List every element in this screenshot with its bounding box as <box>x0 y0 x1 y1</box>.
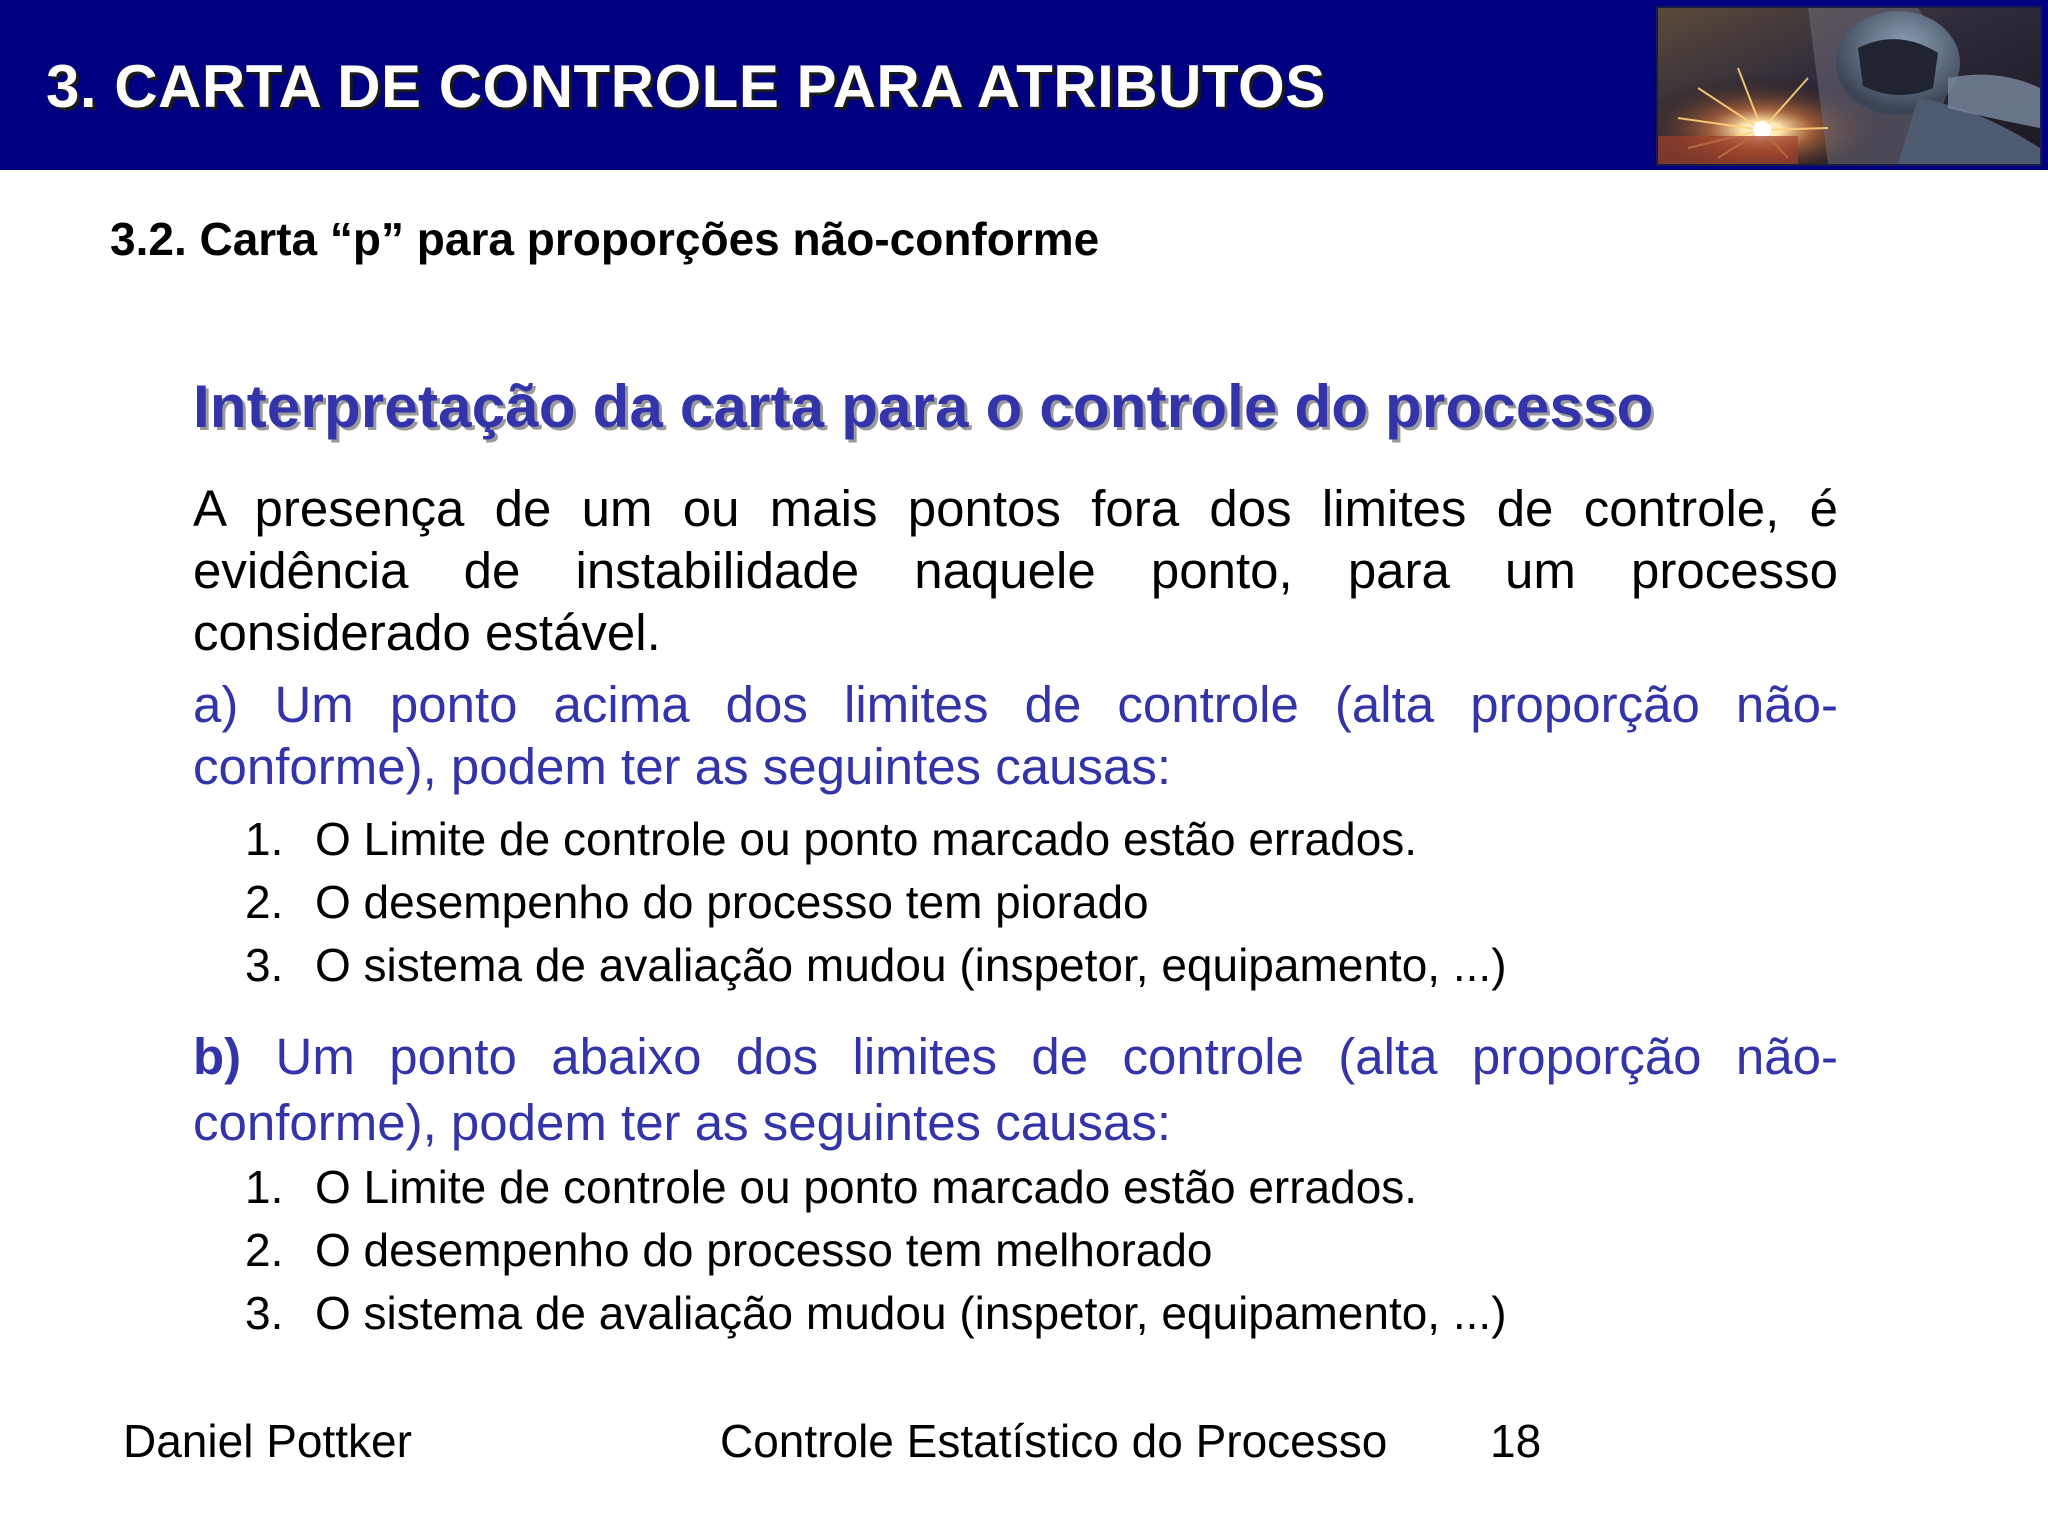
welding-photo-icon <box>1658 8 2040 164</box>
slide-subtitle: 3.2. Carta “p” para proporções não-conforme <box>110 213 1100 265</box>
list-item-text: O sistema de avaliação mudou (inspetor, equipamento, ...) <box>315 1287 1507 1339</box>
section-heading: Interpretação da carta para o controle do processo <box>193 373 1654 440</box>
welding-photo <box>1656 6 2042 166</box>
list-item <box>245 808 1507 871</box>
cause-a-heading <box>193 674 1838 798</box>
slide-header <box>0 0 2048 170</box>
intro-paragraph: A presença de um ou mais pontos fora dos limites de controle, é evidência de instabilidade naquele ponto, para um processo considerado estável. <box>193 480 1838 661</box>
cause-a-list <box>245 808 1507 997</box>
list-item-number: 3. <box>245 1287 284 1339</box>
cause-a-marker: a) <box>193 676 239 733</box>
list-item <box>245 871 1507 934</box>
cause-b-marker: b) <box>193 1028 242 1085</box>
list-item-number: 2. <box>245 1224 284 1276</box>
list-item-number: 2. <box>245 876 284 928</box>
list-item-number: 3. <box>245 939 284 991</box>
list-item <box>245 1282 1507 1345</box>
list-item <box>245 934 1507 997</box>
footer-author: Daniel Pottker <box>123 1415 412 1467</box>
list-item-text: O Limite de controle ou ponto marcado estão errados. <box>315 813 1418 865</box>
list-item-number: 1. <box>245 813 284 865</box>
list-item <box>245 1156 1507 1219</box>
list-item-text: O Limite de controle ou ponto marcado estão errados. <box>315 1161 1418 1213</box>
slide-title: 3. CARTA DE CONTROLE PARA ATRIBUTOS <box>46 53 1326 120</box>
list-item-text: O desempenho do processo tem melhorado <box>315 1224 1213 1276</box>
footer-page-number: 18 <box>1490 1415 1542 1467</box>
list-item-text: O sistema de avaliação mudou (inspetor, equipamento, ...) <box>315 939 1507 991</box>
footer-course-title: Controle Estatístico do Processo <box>720 1415 1388 1467</box>
list-item <box>245 1219 1507 1282</box>
cause-b-text: Um ponto abaixo dos limites de controle (alta proporção não-conforme), podem ter as seguintes causas: <box>193 1028 1839 1151</box>
list-item-number: 1. <box>245 1161 284 1213</box>
cause-b-list <box>245 1156 1507 1345</box>
cause-b-heading <box>193 1024 1838 1156</box>
list-item-text: O desempenho do processo tem piorado <box>315 876 1149 928</box>
cause-a-text: Um ponto acima dos limites de controle (alta proporção não-conforme), podem ter as seguintes causas: <box>193 676 1839 795</box>
